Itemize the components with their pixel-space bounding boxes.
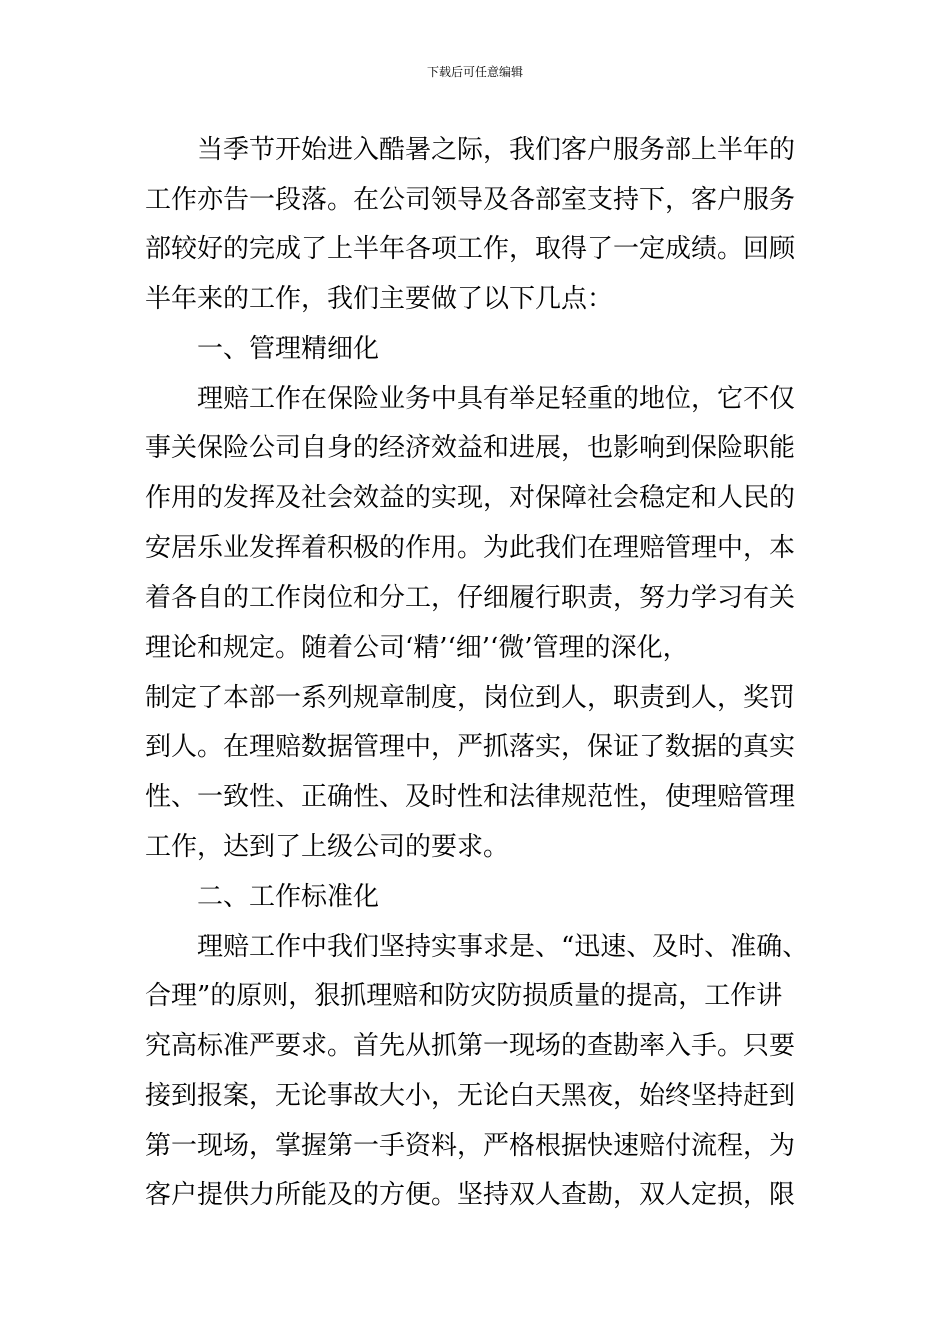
body-line-11: 理论和规定。随着公司‘精’‘细’‘微’管理的深化，	[145, 633, 689, 663]
body-line-2: 工作亦告一段落。在公司领导及各部室支持下，客户服务	[145, 185, 796, 215]
body-line-17: 理赔工作中我们坚持实事求是、“迅速、及时、准确、	[197, 932, 809, 962]
body-line-8: 作用的发挥及社会效益的实现，对保障社会稳定和人民的	[145, 483, 796, 513]
body-line-10: 着各自的工作岗位和分工，仔细履行职责，努力学习有关	[145, 583, 796, 613]
body-line-21: 第一现场，掌握第一手资料，严格根据快速赔付流程，为	[145, 1131, 796, 1161]
page-header: 下载后可任意编辑	[426, 65, 523, 79]
body-line-12: 制定了本部一系列规章制度，岗位到人，职责到人，奖罚	[145, 683, 796, 713]
section-heading-1: 一、管理精细化	[197, 334, 380, 364]
body-line-22: 客户提供力所能及的方便。坚持双人查勘，双人定损，限	[145, 1180, 796, 1210]
body-line-1: 当季节开始进入酷暑之际，我们客户服务部上半年的	[197, 135, 796, 165]
body-line-7: 事关保险公司自身的经济效益和进展，也影响到保险职能	[145, 433, 796, 463]
body-line-14: 性、一致性、正确性、及时性和法律规范性，使理赔管理	[145, 782, 796, 812]
body-line-18: 合理”的原则，狠抓理赔和防灾防损质量的提高，工作讲	[145, 981, 783, 1011]
body-line-19: 究高标准严要求。首先从抓第一现场的查勘率入手。只要	[145, 1031, 796, 1061]
body-line-6: 理赔工作在保险业务中具有举足轻重的地位，它不仅	[197, 384, 796, 414]
body-line-3: 部较好的完成了上半年各项工作，取得了一定成绩。回顾	[145, 234, 796, 264]
section-heading-2: 二、工作标准化	[197, 882, 380, 912]
body-line-15: 工作，达到了上级公司的要求。	[145, 832, 510, 862]
body-line-9: 安居乐业发挥着积极的作用。为此我们在理赔管理中，本	[145, 533, 796, 563]
body-line-13: 到人。在理赔数据管理中，严抓落实，保证了数据的真实	[145, 732, 796, 762]
body-line-4: 半年来的工作，我们主要做了以下几点：	[145, 284, 614, 314]
body-line-20: 接到报案，无论事故大小，无论白天黑夜，始终坚持赶到	[145, 1081, 796, 1111]
